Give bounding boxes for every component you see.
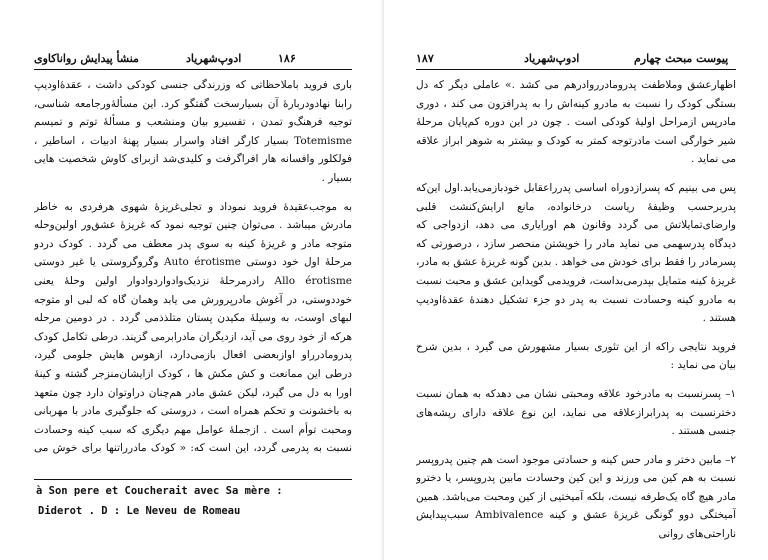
header-title: ادوپ‌شهریاد [186,52,242,65]
header-section: منشأ پیدایش رواناکاوی [34,52,139,65]
header-rule [34,69,352,70]
page-header [384,52,768,68]
page-number: ۱۸۷ [416,52,434,65]
footnote-rule [34,479,352,480]
page-body [416,76,736,546]
paragraph: پس می بینیم که پسرازدوراه اساسی پدرراعقابل خودبازمی‌یابد.اول این‌که پدربرحسب وظیفۀ ریاست درخانواده، مانع ارایش‌کنشت قلبی وارضای‌تمایلاتش می گردد وقانون هم اورایاری می دهد، ازدواجی که دیدگاه پدرسهمی می نماید مادر را خویشتن منحصر سازد ، درصورتی که پسرمادر را فقط برای خودش می خواهد . بدین گونه غریزۀ عشق به مادر، غریزۀ کینه متمایل بپدرمی‌بداست، فرویدمی گویداین عشق و محبت نسبت به مادرو کینه وحسادت نسبت به پدر دو جزء تشکیل دهندۀ عقدۀ‌اودیپ هستند . [416,181,736,325]
paragraph: ۱– پسرنسبت به مادرخود علاقه ومحبتی نشان می دهدکه به همان نسبت دخترنسبت به پدرابرازعلاقه می نماید، این نوع علاقه دارای ریشه‌های جنسی هستند . [416,387,736,438]
page-number: ۱۸۶ [278,52,296,65]
right-page [384,0,768,560]
paragraph: فروید نتایجی راکه از این تئوری بسیار مشهورش می گیرد ، بدین شرح بیان می نماید : [416,340,736,372]
page-body [34,76,352,460]
header-rule [416,69,736,70]
footnote-line: Diderot . D : Le Neveu de Romeau [38,505,241,517]
footnote-line: à Son pere et Coucherait avec Sa mère : [36,485,283,497]
header-section: پیوست مبحث چهارم [634,52,729,65]
paragraph: به موجب‌عقیدۀ فروید نموداد و تجلی‌غریزۀ شهوی هرفردی به خاطر مادرش میباشد . می‌توان چنین توجیه نمود که غریزۀ عشق‌ور اولین‌وحله متوجه مادر و غریزۀ کینه به سوی پدر معطف می گردد . کودک دردو مرحلۀ اول خود دوستی Auto érotisme وگروگروستی یا غیر دوستی Allo érotisme رادرمرحلۀ نزدیک‌وادوار‌دوادوار اولین وحلۀ یعنی خوددوستی، در آغوش مادرپرورش می یابد وهمان گاه که لبی او متوجه لبهای اوست، به وسیلۀ مکیدن پستان متلذذمی گردد . در دومین مرحله هرکه از خود روی می آید، ازدیگران مادرابرمی گزیند. درطی تکامل کودک پدرومادرراو اوازبعضی افعال بازمی‌دارد، ازهوس هایش جلومی گیرد، درطی این ممانعت و کش مکش ها ، کودک ازایشان‌منزجر گشته و کینۀ اورا به دل می گیرد، لیکن عشق مادر هم‌چنان دراوتوان دارد چون متعهد به باخشونت و تحکم همراه است ، دروستی که جلوگیری مادر با مهربانی ومحبت توأم است . ازجملۀ عوامل مهم دیگری که سبب کینه وحسادت نسبت به پدرمی گردد، این است که: « کودک مادرراتنها برای خوش می [34,200,352,455]
paragraph: ۲– مابین دختر و مادر حس کینه و حسادتی موجود است هم چنین پدروپسر نسبت به هم کین می ورزند و این کین وحسادت مابین پدروپسر، یا دخترو مادر هیچ گاه یک‌طرفه نیست، بلکه آمیختیی از کین ومحبت می‌باشد. همین آمیختگی دوو گونگی غریزۀ عشق و کینه Ambivalence سبب‌پیدایش ناراحتی‌های روانی [416,453,736,541]
header-title: ادوپ‌شهریاد [524,52,580,65]
paragraph: اظهارعشق وملاطفت پدرومادرروادرهم می کشد .» عاملی دیگر که دل بستگی کودک را نسبت به مادرو کینه‌اش را به پدرافزون می کند ، دوری مادرپس ازمراحل اولیۀ کودکی است . چون در این دوره کم‌پایان مرحلۀ شیر خوارگی است مادرتوجه کمتر به کودک و بیشتر به شوهر ابراز علاقه می نماید . [416,79,736,166]
page-header [0,52,384,68]
paragraph: باری فروید باملاحظاتی که وزرندگی جنسی کودکی داشت ، عقدۀ‌اودیپ رابنا نهادودربارۀ آن بسیارسخت گفتگو کرد. این مسألۀ‌ورجامعه شناسی، توجیه فرهنگ‌و تمدن ، تفسیرو بیان ومنشعب و مسألۀ توتم و تمیسم Totemisme بسیار کارگر افتاد واسرار بسیار پهنۀ ادبیات ، اساطیر ، فولکلور وافسانه هار افراگرفت و کلیدی‌شد ازبرای کاوش شخصیت هایی بسیار . [34,79,352,184]
